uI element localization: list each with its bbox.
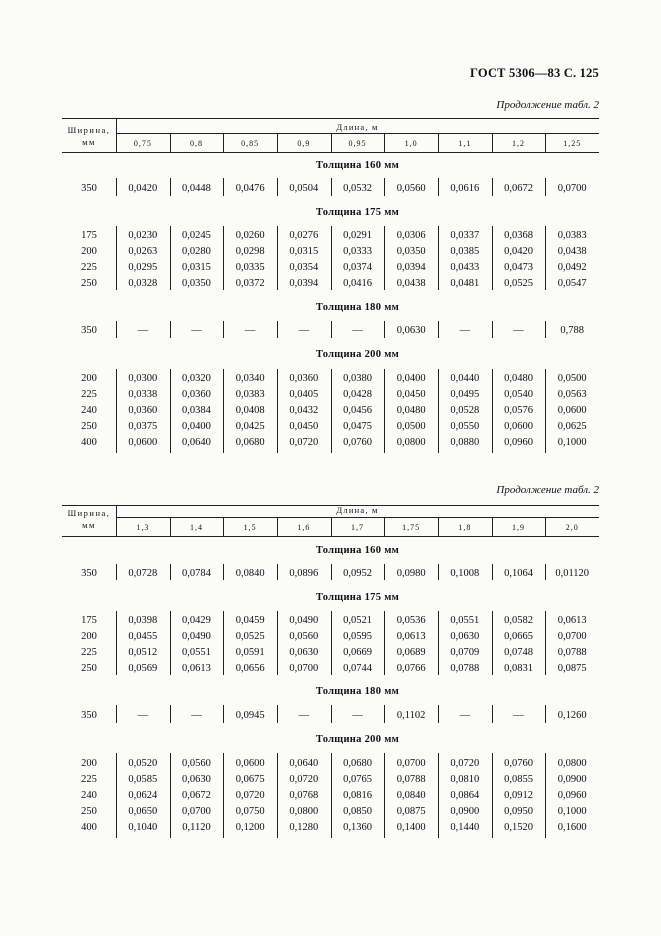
length-column-header: 1,2 — [512, 139, 526, 148]
table-cell: 0,0512 — [128, 647, 158, 658]
table-cell: 0,0551 — [450, 615, 480, 626]
table-cell: 0,0492 — [557, 262, 587, 273]
table-cell: 0,0295 — [128, 262, 158, 273]
table-cell: 0,0456 — [343, 405, 372, 416]
length-column-header: 0,75 — [133, 139, 152, 148]
table-cell: 0,0700 — [557, 631, 587, 642]
table-cell: 0,0760 — [504, 758, 533, 769]
length-column-header: 1,9 — [512, 523, 526, 532]
table-cell: 0,0300 — [128, 373, 158, 384]
column-divider — [277, 517, 278, 536]
page-header: ГОСТ 5306—83 С. 125 — [470, 66, 599, 80]
table-cell: 0,0500 — [557, 373, 587, 384]
table-cell: 0,0375 — [128, 421, 158, 432]
table-cell: 0,0360 — [128, 405, 158, 416]
table-cell: 0,0952 — [343, 568, 372, 579]
table-cell: 0,0495 — [450, 389, 480, 400]
table-cell: 0,0532 — [343, 183, 372, 194]
column-divider — [438, 133, 439, 152]
table-cell: 0,0680 — [343, 758, 372, 769]
table-cell: 0,0728 — [128, 568, 158, 579]
row-width-label: 250 — [81, 278, 97, 289]
table-cell: 0,0600 — [128, 437, 158, 448]
table-cell: 0,0613 — [182, 663, 211, 674]
column-divider — [545, 133, 546, 152]
thickness-section-title: Толщина 175 мм — [315, 207, 400, 218]
table-cell: 0,0455 — [128, 631, 158, 642]
row-width-label: 225 — [81, 262, 97, 273]
table-cell: 0,0385 — [450, 246, 480, 257]
length-column-header: 1,8 — [458, 523, 472, 532]
table-cell: 0,0420 — [504, 246, 533, 257]
table-cell: 0,0263 — [128, 246, 158, 257]
table-cell: 0,0333 — [343, 246, 372, 257]
row-width-label: 250 — [81, 663, 97, 674]
row-width-label: 225 — [81, 389, 97, 400]
table-cell: 0,0630 — [182, 774, 211, 785]
table-cell: 0,0625 — [557, 421, 587, 432]
thickness-section-title: Толщина 180 мм — [315, 302, 400, 313]
table-cell: 0,0788 — [396, 774, 426, 785]
table-cell: 0,0260 — [235, 230, 265, 241]
table-cell: 0,0613 — [557, 615, 587, 626]
table-cell: — — [352, 710, 363, 721]
table-cell: 0,0640 — [182, 437, 211, 448]
table-cell: 0,0630 — [450, 631, 480, 642]
table-cell: 0,0672 — [504, 183, 533, 194]
table-cell: 0,0750 — [235, 806, 265, 817]
table-cell: 0,788 — [560, 325, 584, 336]
table-cell: 0,0450 — [396, 389, 426, 400]
table-cell: 0,0429 — [182, 615, 211, 626]
length-column-header: 1,5 — [243, 523, 257, 532]
table-cell: 0,0521 — [343, 615, 372, 626]
table-cell: 0,0291 — [343, 230, 372, 241]
table-cell: 0,0475 — [343, 421, 372, 432]
table-cell: 0,0560 — [289, 631, 319, 642]
table-cell: 0,0480 — [504, 373, 533, 384]
length-column-header: 2,0 — [565, 523, 579, 532]
row-width-label: 200 — [81, 631, 97, 642]
table-cell: 0,0528 — [450, 405, 480, 416]
table-cell: 0,0383 — [235, 389, 265, 400]
table-top-rule — [62, 118, 599, 119]
table-cell: 0,0328 — [128, 278, 158, 289]
table-cell: 0,0315 — [182, 262, 211, 273]
table-cell: 0,1102 — [396, 710, 426, 721]
table-cell: 0,0896 — [289, 568, 319, 579]
table-cell: 0,0585 — [128, 774, 158, 785]
table-cell: 0,01120 — [555, 568, 590, 579]
table-cell: 0,1000 — [557, 437, 587, 448]
table-cell: 0,0525 — [235, 631, 265, 642]
table-cell: 0,0350 — [182, 278, 211, 289]
table-cell: 0,0595 — [343, 631, 372, 642]
table-cell: 0,1440 — [450, 822, 480, 833]
table-cell: 0,0748 — [504, 647, 533, 658]
column-divider — [492, 133, 493, 152]
table-cell: 0,0360 — [182, 389, 211, 400]
table-cell: — — [137, 325, 149, 336]
table-cell: 0,1280 — [289, 822, 319, 833]
table-cell: 0,0438 — [396, 278, 426, 289]
table-cell: 0,0230 — [128, 230, 158, 241]
table-1-caption: Продолжение табл. 2 — [496, 99, 599, 111]
table-cell: 0,0591 — [235, 647, 265, 658]
table-cell: 0,1008 — [450, 568, 480, 579]
table-cell: 0,0425 — [235, 421, 265, 432]
table-cell: — — [298, 710, 310, 721]
length-column-header: 1,25 — [563, 139, 582, 148]
table-cell: 0,0960 — [557, 790, 587, 801]
length-column-header: 1,75 — [402, 523, 421, 532]
table-cell: 0,0855 — [504, 774, 533, 785]
table-cell: — — [298, 325, 310, 336]
column-divider — [223, 517, 224, 536]
table-cell: 0,0416 — [343, 278, 372, 289]
row-width-label: 175 — [81, 230, 97, 241]
column-divider — [492, 517, 493, 536]
length-column-header: 0,85 — [241, 139, 260, 148]
row-width-label: 400 — [81, 822, 97, 833]
row-width-label: 350 — [81, 568, 97, 579]
table-cell: 0,0306 — [396, 230, 426, 241]
table-cell: 0,0766 — [396, 663, 426, 674]
width-column-header: Ширина, мм — [67, 125, 111, 147]
table-cell: 0,0438 — [557, 246, 587, 257]
table-cell: 0,0374 — [343, 262, 372, 273]
row-width-label: 250 — [81, 806, 97, 817]
table-cell: 0,0372 — [235, 278, 265, 289]
table-cell: 0,0560 — [182, 758, 211, 769]
table-cell: 0,0880 — [450, 437, 480, 448]
table-cell: 0,0840 — [396, 790, 426, 801]
table-cell: 0,0433 — [450, 262, 480, 273]
table-cell: 0,0500 — [396, 421, 426, 432]
column-divider — [438, 517, 439, 536]
table-cell: 0,0788 — [557, 647, 587, 658]
table-cell: 0,0490 — [182, 631, 211, 642]
length-column-header: 0,8 — [189, 139, 203, 148]
table-cell: 0,0656 — [235, 663, 265, 674]
table-cell: — — [191, 325, 202, 336]
table-cell: 0,0840 — [235, 568, 265, 579]
column-divider — [384, 517, 385, 536]
table-cell: 0,0481 — [450, 278, 480, 289]
table-cell: 0,0720 — [289, 774, 319, 785]
table-cell: 0,0669 — [343, 647, 372, 658]
table-cell: 0,0408 — [235, 405, 265, 416]
header-bottom-rule — [62, 536, 599, 537]
table-cell: 0,0613 — [396, 631, 426, 642]
table-cell: 0,0354 — [289, 262, 319, 273]
table-cell: 0,0394 — [396, 262, 426, 273]
table-cell: 0,0384 — [182, 405, 211, 416]
length-column-header: 1,7 — [351, 523, 364, 532]
table-cell: 0,0630 — [289, 647, 319, 658]
table-cell: — — [137, 710, 149, 721]
table-cell: 0,1200 — [235, 822, 265, 833]
table-cell: 0,0720 — [450, 758, 480, 769]
table-cell: 0,1520 — [504, 822, 533, 833]
table-cell: 0,0768 — [289, 790, 319, 801]
length-subheader-rule — [116, 133, 599, 134]
table-cell: 0,0360 — [289, 373, 319, 384]
table-cell: — — [244, 325, 256, 336]
table-cell: 0,0689 — [396, 647, 426, 658]
length-column-header: 1,4 — [189, 523, 203, 532]
table-cell: 0,0540 — [504, 389, 533, 400]
table-cell: 0,0550 — [450, 421, 480, 432]
table-cell: 0,0700 — [182, 806, 211, 817]
table-cell: 0,0400 — [396, 373, 426, 384]
table-cell: 0,0480 — [396, 405, 426, 416]
table-cell: 0,0335 — [235, 262, 265, 273]
table-cell: 0,0473 — [504, 262, 533, 273]
table-cell: 0,1064 — [504, 568, 533, 579]
length-header: Длина, м — [336, 505, 379, 515]
table-cell: 0,0459 — [235, 615, 265, 626]
column-divider — [277, 133, 278, 152]
table-cell: 0,0298 — [235, 246, 265, 257]
width-column-header: Ширина, мм — [67, 508, 111, 530]
table-cell: 0,0383 — [557, 230, 587, 241]
table-cell: 0,0800 — [396, 437, 426, 448]
table-cell: 0,0744 — [343, 663, 372, 674]
table-cell: 0,0709 — [450, 647, 480, 658]
table-cell: — — [459, 325, 471, 336]
table-cell: 0,0368 — [504, 230, 533, 241]
table-cell: — — [459, 710, 471, 721]
table-cell: 0,0245 — [182, 230, 211, 241]
table-cell: 0,0338 — [128, 389, 158, 400]
table-cell: 0,0720 — [235, 790, 265, 801]
table-cell: 0,0672 — [182, 790, 211, 801]
table-cell: 0,0864 — [450, 790, 480, 801]
column-divider — [384, 133, 385, 152]
table-cell: 0,0276 — [289, 230, 319, 241]
table-cell: 0,0320 — [182, 373, 211, 384]
table-cell: 0,0563 — [557, 389, 587, 400]
table-cell: — — [513, 710, 524, 721]
table-cell: 0,0675 — [235, 774, 265, 785]
table-cell: 0,0490 — [289, 615, 319, 626]
length-header: Длина, м — [336, 122, 379, 132]
table-cell: 0,1360 — [343, 822, 372, 833]
table-cell: 0,0700 — [557, 183, 587, 194]
table-cell: 0,0850 — [343, 806, 372, 817]
table-cell: 0,0980 — [396, 568, 426, 579]
table-cell: 0,0394 — [289, 278, 319, 289]
table-cell: 0,0650 — [128, 806, 158, 817]
table-cell: 0,0405 — [289, 389, 319, 400]
table-cell: 0,0831 — [504, 663, 533, 674]
column-divider — [170, 133, 171, 152]
table-cell: 0,0600 — [557, 405, 587, 416]
length-subheader-rule — [116, 517, 599, 518]
table-cell: 0,0875 — [557, 663, 587, 674]
column-divider — [170, 517, 171, 536]
table-cell: 0,0547 — [557, 278, 587, 289]
row-width-label: 240 — [81, 790, 97, 801]
table-cell: 0,0630 — [396, 325, 426, 336]
table-cell: 0,1120 — [182, 822, 211, 833]
table-cell: 0,0315 — [289, 246, 319, 257]
row-width-label: 225 — [81, 647, 97, 658]
thickness-section-title: Толщина 160 мм — [315, 160, 400, 171]
row-width-label: 350 — [81, 183, 97, 194]
table-cell: 0,0912 — [504, 790, 533, 801]
table-cell: 0,0875 — [396, 806, 426, 817]
row-width-label: 240 — [81, 405, 97, 416]
table-cell: 0,0800 — [289, 806, 319, 817]
column-divider — [223, 133, 224, 152]
table-cell: 0,0350 — [396, 246, 426, 257]
table-cell: 0,0380 — [343, 373, 372, 384]
thickness-section-title: Толщина 200 мм — [315, 734, 400, 745]
row-width-label: 175 — [81, 615, 97, 626]
table-cell: 0,1000 — [557, 806, 587, 817]
table-cell: 0,0600 — [504, 421, 533, 432]
table-cell: 0,0720 — [289, 437, 319, 448]
table-cell: 0,0765 — [343, 774, 372, 785]
table-cell: 0,0760 — [343, 437, 372, 448]
table-cell: 0,0504 — [289, 183, 319, 194]
row-width-label: 200 — [81, 246, 97, 257]
table-cell: 0,0945 — [235, 710, 265, 721]
table-cell: 0,0700 — [289, 663, 319, 674]
table-cell: 0,0900 — [557, 774, 587, 785]
column-divider — [331, 133, 332, 152]
thickness-section-title: Толщина 200 мм — [315, 349, 400, 360]
table-cell: 0,0280 — [182, 246, 211, 257]
length-column-header: 1,0 — [404, 139, 418, 148]
table-2-caption: Продолжение табл. 2 — [496, 484, 599, 496]
column-divider — [545, 517, 546, 536]
table-cell: 0,0640 — [289, 758, 319, 769]
table-cell: 0,0569 — [128, 663, 158, 674]
table-cell: 0,0400 — [182, 421, 211, 432]
table-cell: 0,0816 — [343, 790, 372, 801]
table-cell: 0,0560 — [396, 183, 426, 194]
table-cell: 0,0576 — [504, 405, 533, 416]
table-cell: 0,0784 — [182, 568, 211, 579]
table-cell: 0,0624 — [128, 790, 158, 801]
row-width-label: 350 — [81, 325, 97, 336]
row-width-label: 225 — [81, 774, 97, 785]
row-width-label: 200 — [81, 373, 97, 384]
table-cell: — — [191, 710, 202, 721]
length-column-header: 1,3 — [136, 523, 150, 532]
column-divider — [331, 517, 332, 536]
table-cell: 0,1600 — [557, 822, 587, 833]
row-width-label: 250 — [81, 421, 97, 432]
table-cell: 0,0810 — [450, 774, 480, 785]
table-cell: 0,0536 — [396, 615, 426, 626]
thickness-section-title: Толщина 160 мм — [315, 545, 400, 556]
table-cell: 0,0428 — [343, 389, 372, 400]
table-cell: 0,0398 — [128, 615, 158, 626]
table-cell: 0,0551 — [182, 647, 211, 658]
length-column-header: 1,6 — [297, 523, 311, 532]
length-column-header: 0,95 — [348, 139, 367, 148]
table-cell: 0,0432 — [289, 405, 319, 416]
row-width-label: 400 — [81, 437, 97, 448]
table-cell: 0,0960 — [504, 437, 533, 448]
table-cell: 0,0665 — [504, 631, 533, 642]
table-cell: 0,0950 — [504, 806, 533, 817]
table-cell: 0,0616 — [450, 183, 480, 194]
row-width-label: 200 — [81, 758, 97, 769]
table-cell: 0,0600 — [235, 758, 265, 769]
table-cell: 0,0440 — [450, 373, 480, 384]
table-cell: 0,0448 — [182, 183, 211, 194]
thickness-section-title: Толщина 180 мм — [315, 686, 400, 697]
table-cell: 0,0340 — [235, 373, 265, 384]
table-cell: 0,0476 — [235, 183, 265, 194]
table-cell: 0,0450 — [289, 421, 319, 432]
table-cell: 0,0582 — [504, 615, 533, 626]
row-width-label: 350 — [81, 710, 97, 721]
table-cell: — — [352, 325, 363, 336]
header-bottom-rule — [62, 152, 599, 153]
table-cell: 0,0337 — [450, 230, 480, 241]
length-column-header: 1,1 — [458, 139, 472, 148]
table-cell: 0,1260 — [557, 710, 587, 721]
table-cell: 0,0520 — [128, 758, 158, 769]
table-cell: 0,0700 — [396, 758, 426, 769]
table-cell: 0,1400 — [396, 822, 426, 833]
table-cell: 0,1040 — [128, 822, 158, 833]
table-cell: 0,0788 — [450, 663, 480, 674]
thickness-section-title: Толщина 175 мм — [315, 592, 400, 603]
table-cell: 0,0900 — [450, 806, 480, 817]
table-cell: 0,0525 — [504, 278, 533, 289]
table-cell: — — [513, 325, 524, 336]
table-cell: 0,0680 — [235, 437, 265, 448]
table-cell: 0,0420 — [128, 183, 158, 194]
length-column-header: 0,9 — [297, 139, 311, 148]
table-cell: 0,0800 — [557, 758, 587, 769]
